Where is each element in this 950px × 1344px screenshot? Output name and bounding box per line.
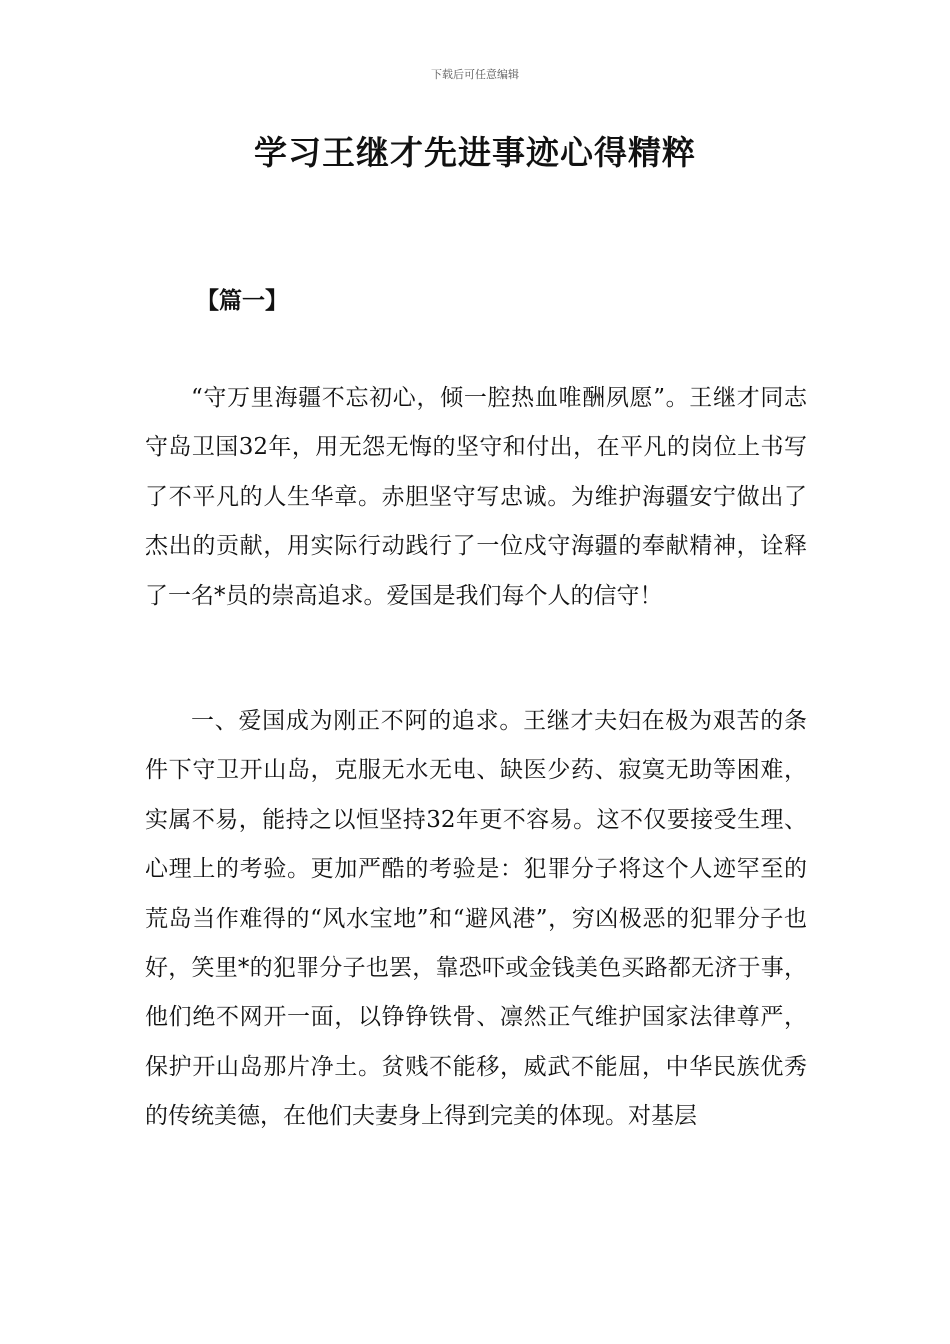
paragraph-1-block — [145, 374, 807, 621]
body-paragraph: “守万里海疆不忘初心，倾一腔热血唯酬夙愿”。王继才同志守岛卫国32年，用无怨无悔的坚守和付出，在平凡的岗位上书写了不平凡的人生华章。赤胆坚守写忠诚。为维护海疆安宁做出了杰出的贡献，用实际行动践行了一位戍守海疆的奉献精神，诠释了一名*员的崇高追求。爱国是我们每个人的信守！ — [145, 385, 807, 609]
body-paragraph: 一、爱国成为刚正不阿的追求。王继才夫妇在极为艰苦的条件下守卫开山岛，克服无水无电、缺医少药、寂寞无助等困难，实属不易，能持之以恒坚持32年更不容易。这不仅要接受生理、心理上的考验。更加严酷的考验是：犯罪分子将这个人迹罕至的荒岛当作难得的“风水宝地”和“避风港”，穷凶极恶的犯罪分子也好，笑里*的犯罪分子也罢，靠恐吓或金钱美色买路都无济于事，他们绝不网开一面，以铮铮铁骨、凛然正气维护国家法律尊严，保护开山岛那片净土。贫贱不能移，威武不能屈，中华民族优秀的传统美德，在他们夫妻身上得到完美的体现。对基层 — [145, 708, 807, 1130]
document-title: 学习王继才先进事迹心得精粹 — [254, 133, 696, 172]
header-note: 下载后可任意编辑 — [431, 68, 519, 81]
paragraph-2-block — [145, 697, 807, 1142]
section-heading: 【篇一】 — [196, 288, 288, 314]
